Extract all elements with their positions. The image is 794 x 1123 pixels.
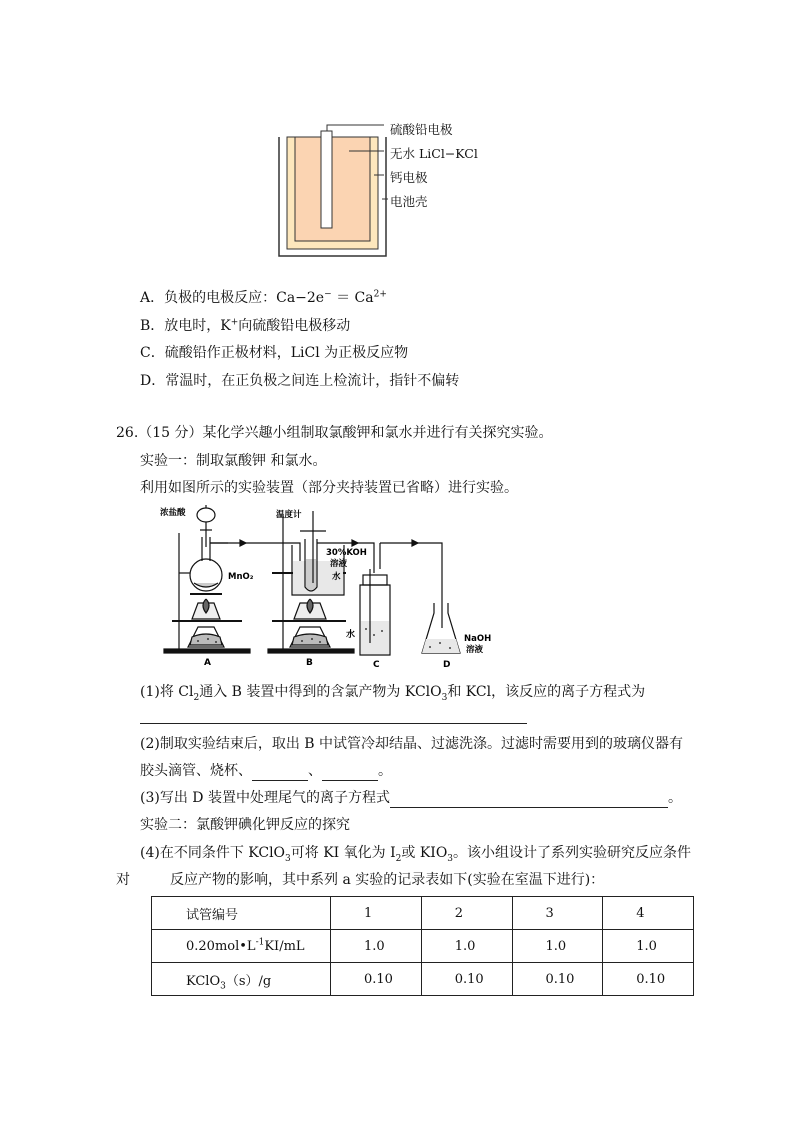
q26-part3: (3)写出 D 装置中处理尾气的离子方程式 。 [140, 790, 682, 806]
table-cell: 0.10 [603, 963, 694, 996]
label-koh-1: 30%KOH [326, 548, 367, 558]
label-c: C [373, 660, 380, 668]
q26-part2-line1: (2)制取实验结束后，取出 B 中试管冷却结晶、过滤洗涤。过滤时需要用到的玻璃仪器有 [140, 736, 684, 752]
q26-exp1: 实验一：制取氯酸钾 和氯水。 [140, 453, 327, 469]
label-water-c: 水 [346, 630, 356, 640]
apparatus-diagram [160, 503, 505, 668]
label-d: D [443, 660, 451, 668]
label-koh-2: 溶液 [330, 559, 348, 569]
label-naoh-2: 溶液 [466, 645, 484, 655]
table-row-label: $0.20mol•L^{-1}KI/mL$ [152, 930, 331, 963]
table-header-cell: 2 [421, 897, 512, 930]
table-cell: 1.0 [421, 930, 512, 963]
q26-heading: 26.（15 分）某化学兴趣小组制取氯酸钾和氯水并进行有关探究实验。 [116, 425, 553, 441]
q26-part4-line2: 反应产物的影响，其中系列 a 实验的记录表如下(实验在室温下进行)： [170, 872, 605, 888]
label-electrolyte: 无水 LiCl−KCl [390, 146, 478, 161]
table-row-label: KClO$_3$（s）/g [152, 963, 331, 996]
option-b: B．放电时，K+向硫酸铅电极移动 [140, 317, 351, 334]
table-cell: 1.0 [331, 930, 422, 963]
q26-part4-line2-prefix: 对 [116, 872, 130, 888]
q26-part2-blank-2[interactable] [322, 766, 378, 781]
table-header-cell: 4 [603, 897, 694, 930]
lead-sulfate-electrode [321, 131, 332, 228]
table-header-cell: 3 [512, 897, 603, 930]
table-cell: 1.0 [512, 930, 603, 963]
q26-part2-blank-1[interactable] [252, 766, 308, 781]
label-thermometer: 温度计 [276, 510, 302, 520]
q26-apparatus-intro: 利用如图所示的实验装置（部分夹持装置已省略）进行实验。 [140, 480, 518, 496]
table-row [152, 963, 694, 996]
q26-part2-line2: 胶头滴管、烧杯、 、 。 [140, 763, 392, 779]
label-calcium-electrode: 钙电极 [390, 170, 428, 185]
stand-base-b [268, 649, 354, 653]
table-row [152, 930, 694, 963]
option-c: C．硫酸铅作正极材料，LiCl 为正极反应物 [140, 345, 409, 361]
stand-base-a [164, 649, 250, 653]
q26-part3-blank[interactable] [390, 793, 668, 808]
option-d: D．常温时，在正负极之间连上检流计，指针不偏转 [140, 373, 460, 389]
q26-exp2: 实验二：氯酸钾碘化钾反应的探究 [140, 817, 350, 833]
table-row [152, 897, 694, 930]
label-naoh-1: NaOH [464, 634, 492, 644]
label-lead-sulfate-electrode: 硫酸铅电极 [390, 122, 453, 137]
label-a: A [204, 658, 211, 668]
label-b: B [306, 658, 313, 668]
q26-part1: (1)将 $Cl_2$通入 B 装置中得到的含氯产物为 KClO$_3$和 KCl，该反应的离子方程式为 [140, 684, 646, 703]
table-cell: 1.0 [603, 930, 694, 963]
label-conc-hcl: 浓盐酸 [160, 508, 186, 518]
option-a: A．负极的电极反应：$Ca-2e^- = Ca^{2+}$ [140, 289, 387, 306]
label-mno2: MnO₂ [228, 572, 254, 582]
q26-part1-answer-line[interactable] [140, 723, 527, 724]
series-a-record-table [151, 896, 694, 996]
table-header-cell: 1 [331, 897, 422, 930]
label-water-b: 水 [332, 572, 341, 582]
q26-part4-line1: (4)在不同条件下 KClO$_3$可将 KI 氧化为 $I_2$或 $KIO_3$。该小组设计了系列实验研究反应条件 [140, 845, 692, 864]
table-cell: 0.10 [331, 963, 422, 996]
table-header-cell: 试管编号 [152, 897, 331, 930]
table-cell: 0.10 [421, 963, 512, 996]
label-battery-shell: 电池壳 [390, 194, 428, 209]
table-cell: 0.10 [512, 963, 603, 996]
